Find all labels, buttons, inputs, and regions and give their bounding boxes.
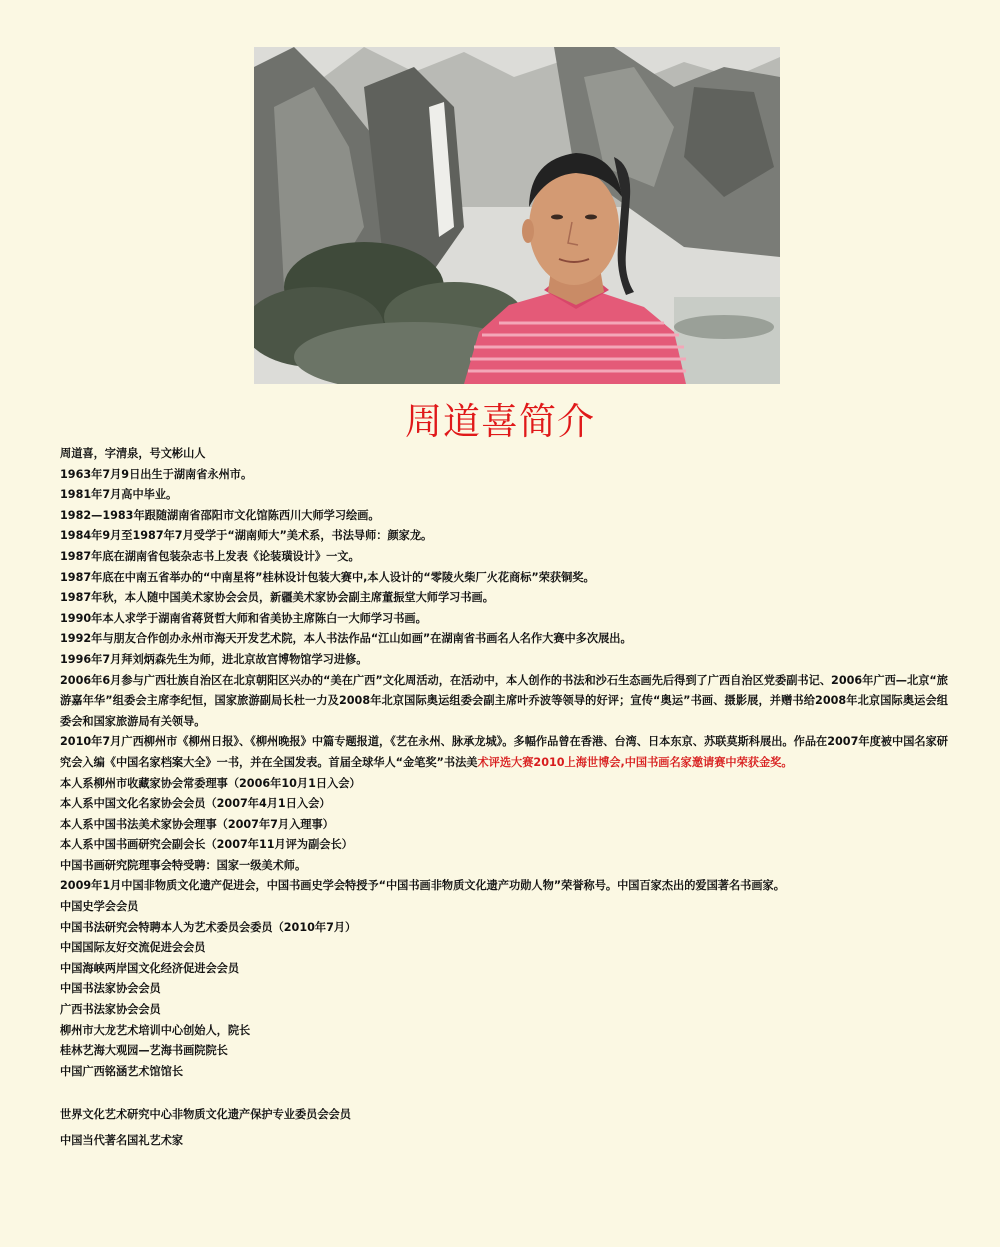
bio-line: 1996年7月拜刘炳森先生为师，进北京故宫博物馆学习进修。	[60, 652, 368, 666]
bio-line: 1981年7月高中毕业。	[60, 488, 178, 502]
bio-line: 广西书法家协会会员	[60, 1003, 161, 1017]
bio-paragraph-text: 2010年7月广西柳州市《柳州日报》、《柳州晚报》中篇专题报道，《艺在永州、脉承龙城》。多幅作品曾在香港、台湾、日本东京、苏联莫斯科展出。作品在2007年度被中国名家研究会入编《中国名家档案大全》一书，并在全国发表。首届全球华人“金笔奖”书法美	[60, 735, 948, 769]
bio-line: 世界文化艺术研究中心非物质文化遗产保护专业委员会会员	[60, 1108, 351, 1121]
bio-line: 1990年本人求学于湖南省蒋贤哲大师和省美协主席陈白一大师学习书画。	[60, 611, 427, 625]
bio-line: 中国书法家协会会员	[60, 982, 161, 996]
page-title: 周道喜简介	[405, 400, 595, 443]
bio-line: 中国书法研究会特聘本人为艺术委员会委员（2010年7月）	[60, 920, 357, 934]
bio-line: 1987年秋，本人随中国美术家协会会员，新疆美术家协会副主席董振堂大师学习书画。	[60, 591, 494, 605]
bio-line: 1982—1983年跟随湖南省邵阳市文化馆陈西川大师学习绘画。	[60, 508, 380, 522]
bio-paragraph	[60, 732, 948, 773]
biography	[60, 444, 948, 1082]
bio-line: 中国当代著名国礼艺术家	[60, 1134, 184, 1147]
landscape-painting-with-portrait	[254, 47, 780, 384]
bio-line: 桂林艺海大观园—艺海书画院院长	[60, 1044, 228, 1058]
bio-line: 1963年7月9日出生于湖南省永州市。	[60, 467, 253, 481]
bio-line: 本人系中国文化名家协会会员（2007年4月1日入会）	[60, 797, 331, 811]
bio-line: 中国史学会会员	[60, 900, 139, 914]
bio-line: 周道喜，字清泉，号文彬山人	[60, 447, 206, 460]
portrait-photo	[254, 47, 780, 384]
bio-line: 1987年底在中南五省举办的“中南星将”桂林设计包装大赛中,本人设计的“零陵火柴厂火花商标”荣获铜奖。	[60, 570, 595, 584]
bio-line: 1987年底在湖南省包装杂志书上发表《论装璜设计》一文。	[60, 549, 360, 563]
bio-line: 本人系柳州市收藏家协会常委理事（2006年10月1日入会）	[60, 776, 361, 790]
bio-line: 1992年与朋友合作创办永州市海天开发艺术院，本人书法作品“江山如画”在湖南省书画名人名作大赛中多次展出。	[60, 632, 632, 646]
bio-line: 中国国际友好交流促进会会员	[60, 941, 206, 955]
award-highlight: 术评选大赛2010上海世博会,中国书画名家邀请赛中荣获金奖。	[477, 755, 793, 769]
bio-line: 中国海峡两岸国文化经济促进会会员	[60, 961, 240, 975]
bio-line: 中国书画研究院理事会特受聘：国家一级美术师。	[60, 858, 307, 872]
bio-paragraph: 2006年6月参与广西壮族自治区在北京朝阳区兴办的“美在广西”文化周活动，在活动中，本人创作的书法和沙石生态画先后得到了广西自治区党委副书记、2006年广西—北京“旅游嘉年华”组委会主席李纪恒，国家旅游副局长杜一力及2008年北京国际奥运组委会副主席叶乔波等领导的好评；宣传“奥运”书画、摄影展，并赠书给2008年北京国际奥运会组委会和国家旅游局有关领导。	[60, 673, 948, 728]
bio-line: 中国广西铭涵艺术馆馆长	[60, 1064, 184, 1078]
bio-line: 2009年1月中国非物质文化遗产促进会，中国书画史学会特授予“中国书画非物质文化遗产功勋人物”荣誉称号。中国百家杰出的爱国著名书画家。	[60, 879, 785, 893]
bio-line: 1984年9月至1987年7月受学于“湖南师大”美术系，书法导师：颜家龙。	[60, 529, 433, 543]
bio-line: 本人系中国书画研究会副会长（2007年11月评为副会长）	[60, 838, 353, 852]
bio-line: 本人系中国书法美术家协会理事（2007年7月入理事）	[60, 817, 334, 831]
bio-line: 柳州市大龙艺术培训中心创始人，院长	[60, 1023, 251, 1037]
